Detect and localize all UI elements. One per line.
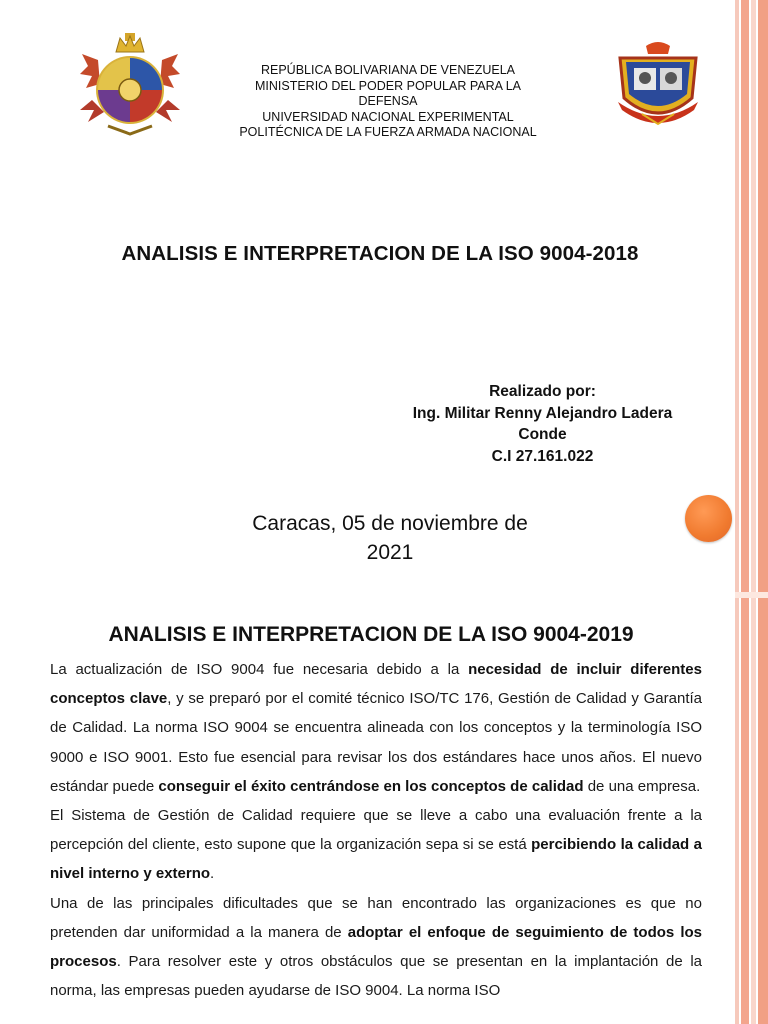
place-date-line: Caracas, 05 de noviembre de xyxy=(252,512,528,535)
bold-text: adoptar el enfoque de seguimiento de todos los procesos xyxy=(50,923,702,971)
bold-text: conseguir el éxito centrándose en los conceptos de calidad xyxy=(158,777,584,795)
place-date xyxy=(220,509,560,567)
author-label: Realizado por: xyxy=(489,383,596,400)
author-block xyxy=(395,381,690,467)
military-crest-icon xyxy=(78,30,182,138)
bold-text: percibiendo la calidad a nivel interno y externo xyxy=(50,836,703,883)
university-shield-icon xyxy=(612,40,704,130)
bold-text: necesidad de incluir diferentes conceptos clave xyxy=(50,661,702,708)
page-title: ANALISIS E INTERPRETACION DE LA ISO 9004-2019 xyxy=(108,623,634,646)
text-span: Una de las principales dificultades que se han encontrado las organizaciones es que no pretenden dar uniformidad a la manera de xyxy=(50,894,702,941)
institution-line: DEFENSA xyxy=(358,94,418,108)
author-name: Ing. Militar Renny Alejandro Ladera xyxy=(412,404,673,422)
cover-title: ANALISIS E INTERPRETACION DE LA ISO 9004-2018 xyxy=(121,242,639,265)
decor-stripe xyxy=(758,0,768,1024)
paragraph xyxy=(50,655,702,801)
orange-circle-icon xyxy=(685,495,732,542)
institution-header xyxy=(218,63,558,141)
text-span: La actualización de ISO 9004 fue necesaria debido a la xyxy=(50,661,469,678)
institution-line: POLITÉCNICA DE LA FUERZA ARMADA NACIONAL xyxy=(239,125,537,139)
slide-divider xyxy=(735,592,768,598)
text-span: El Sistema de Gestión de Calidad requiere que se lleve a cabo una evaluación frente a la percepción del cliente, esto supone que la organización sepa si se está xyxy=(50,807,702,854)
institution-line: REPÚBLICA BOLIVARIANA DE VENEZUELA xyxy=(260,63,516,77)
text-span: , y se preparó por el comité técnico ISO/TC 176, Gestión de Calidad y Garantía de Calidad. La norma ISO 9004 se encuentra alineada con los conceptos y la terminología ISO 9000 e ISO 9001. Esto fue esencial para revisar los dos estándares hace unos años. El nuevo estándar puede xyxy=(50,690,702,795)
body-text xyxy=(50,655,702,1005)
author-name: Conde xyxy=(518,426,567,443)
text-span: de una empresa. xyxy=(583,777,701,795)
decor-stripe xyxy=(741,0,749,1024)
institution-line: UNIVERSIDAD NACIONAL EXPERIMENTAL xyxy=(262,109,514,124)
paragraph xyxy=(50,889,702,1006)
institution-line: MINISTERIO DEL PODER POPULAR PARA LA xyxy=(254,78,522,93)
author-id: C.I 27.161.022 xyxy=(491,447,594,465)
paragraph xyxy=(50,801,702,889)
decor-stripe xyxy=(751,0,756,1024)
text-span: . Para resolver este y otros obstáculos que se presentan en la implantación de la norma, las empresas pueden ayudarse de ISO 9004. La norma ISO xyxy=(50,953,702,1000)
text-span: . xyxy=(210,865,215,883)
place-date-line: 2021 xyxy=(366,541,414,564)
decor-stripe xyxy=(735,0,739,1024)
